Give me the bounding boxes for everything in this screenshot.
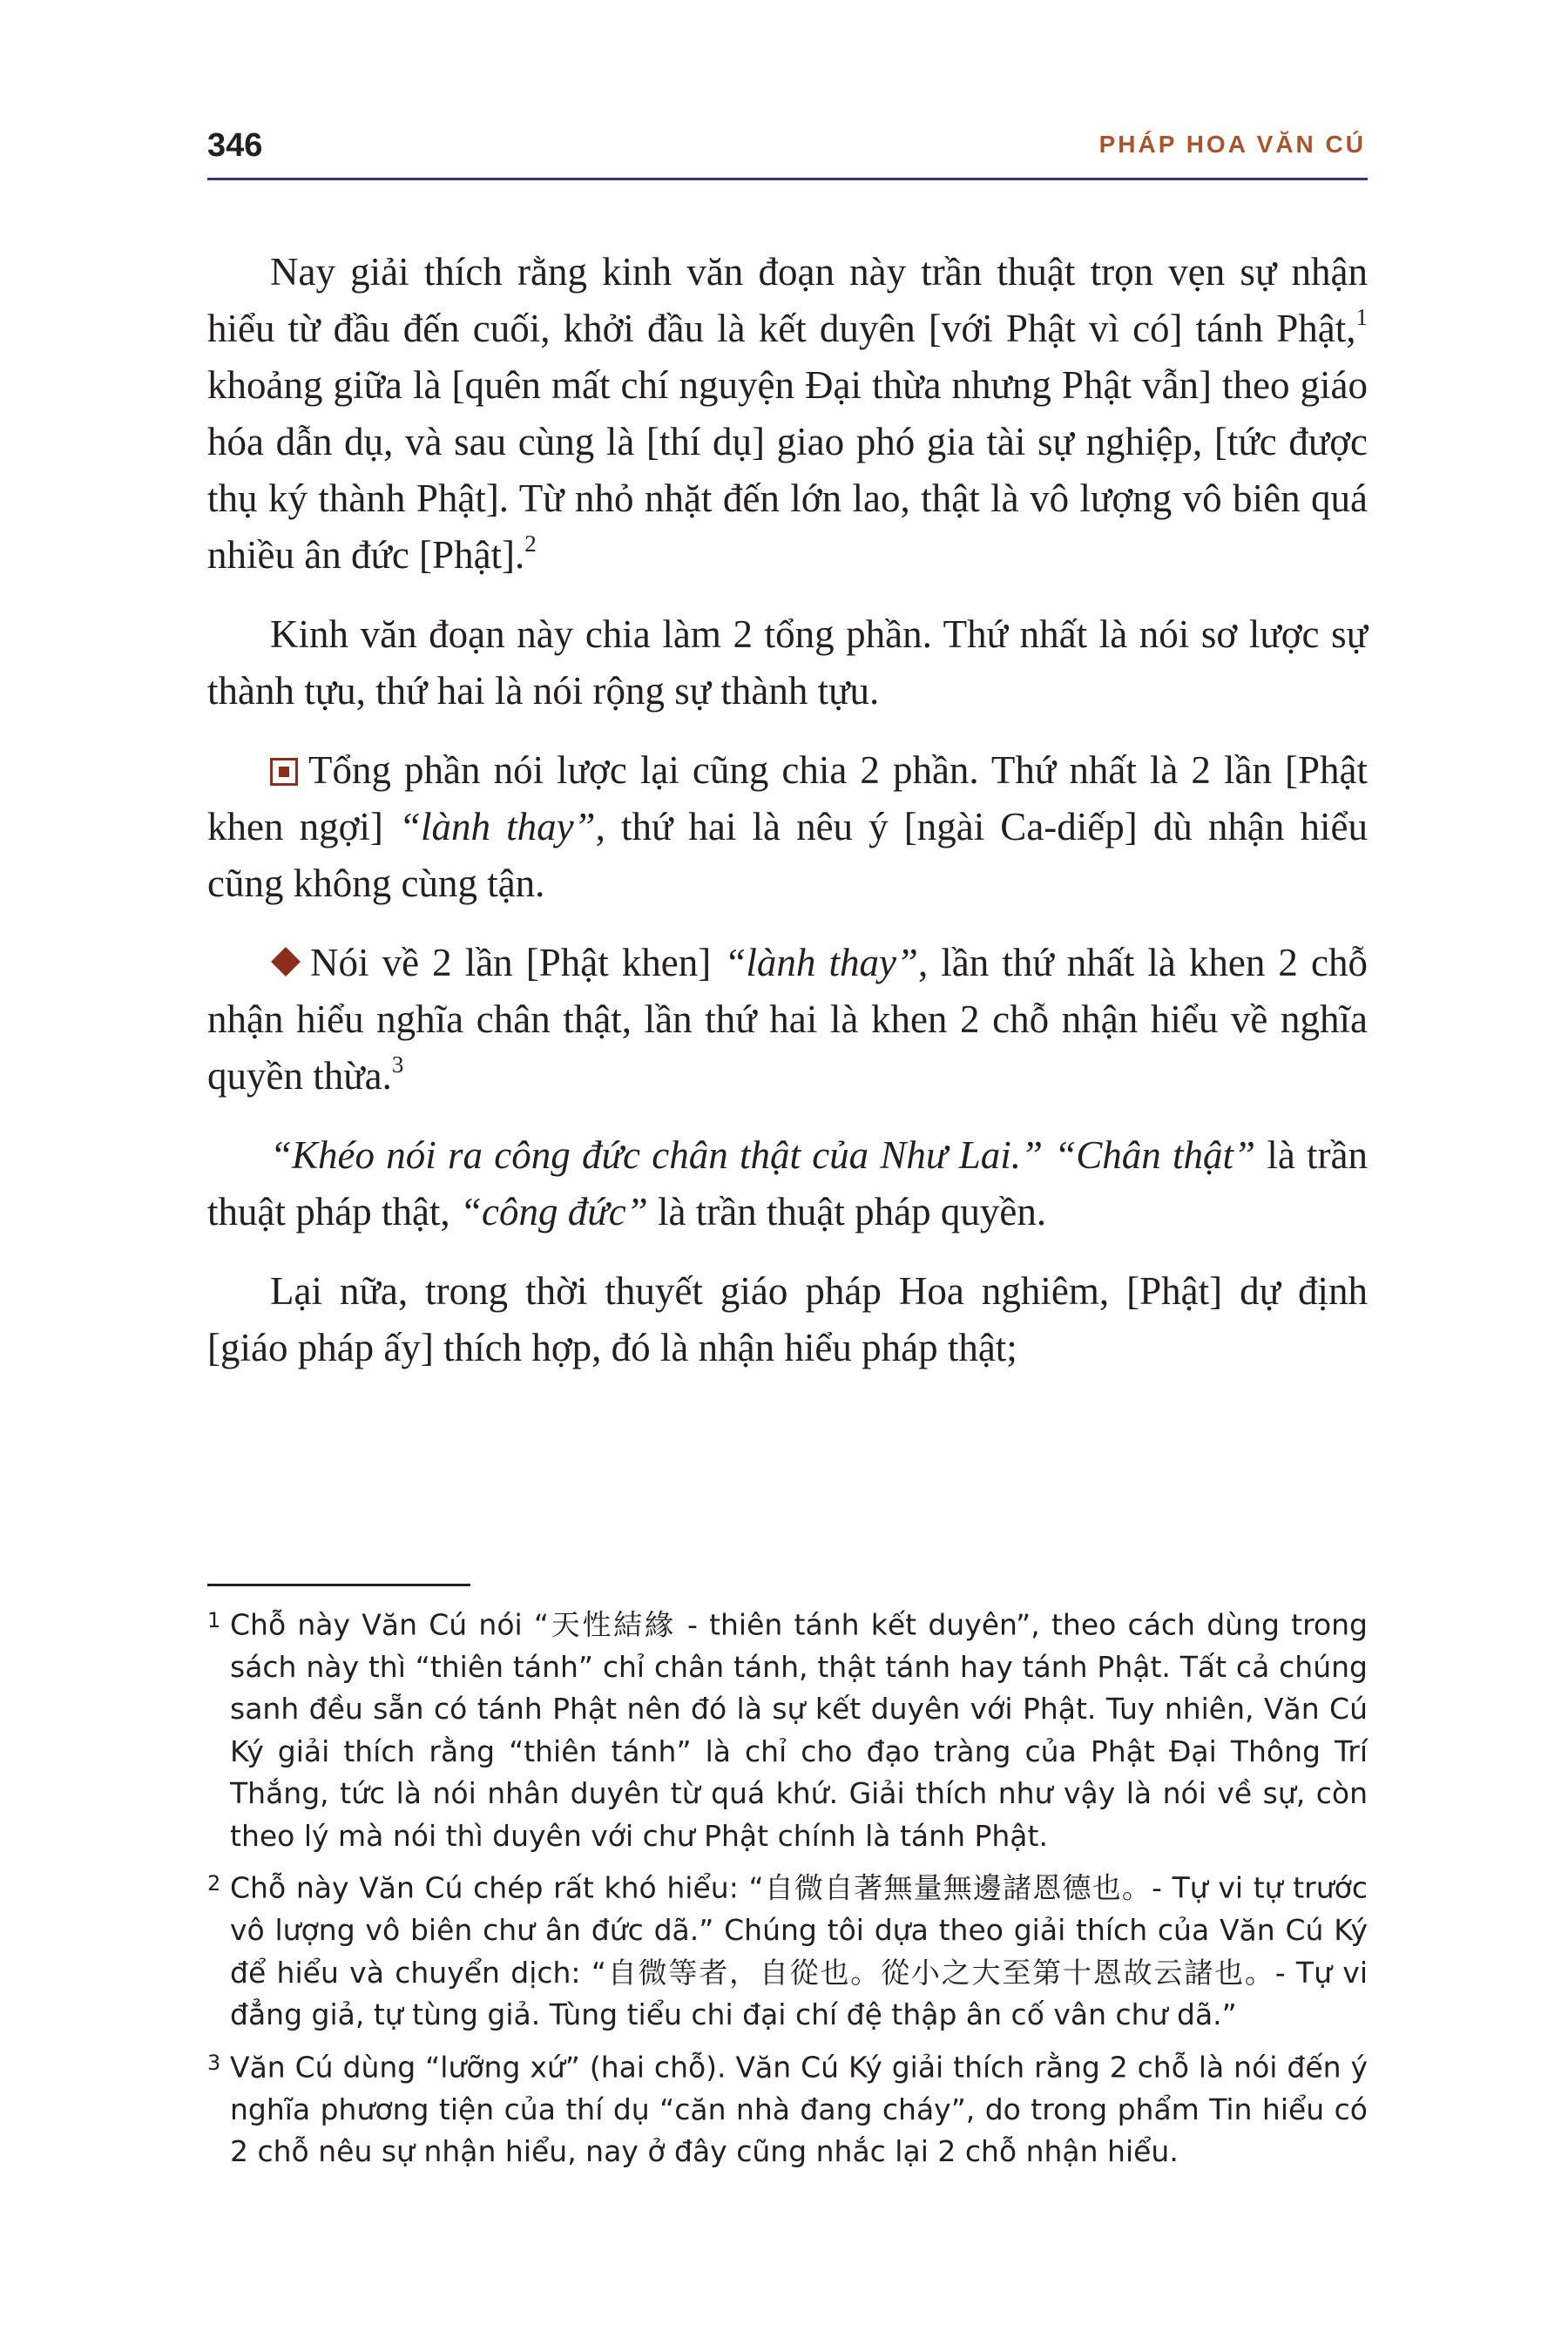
footnote-text: Chỗ này Văn Cú nói “天性結緣 - thiên tánh kết duyên”, theo cách dùng trong sách này thì “thiên tánh” chỉ chân tánh, thật tánh hay tánh Phật. Tất cả chúng sanh đều sẵn có tánh Phật nên đó là sự kết duyên với Phật. Tuy nhiên, Văn Cú Ký giải thích rằng “thiên tánh” là chỉ cho đạo tràng của Phật Đại Thông Trí Thắng, tức là nói nhân duyên từ quá khứ. Giải thích như vậy là nói về sự, còn theo lý mà nói thì duyên với chư Phật chính là tánh Phật. bbox=[230, 1607, 1368, 1853]
paragraph-6: Lại nữa, trong thời thuyết giáo pháp Hoa nghiêm, [Phật] dự định [giáo pháp ấy] thích hợp, đó là nhận hiểu pháp thật; bbox=[207, 1269, 1368, 1369]
paragraph-3-emphasis: “lành thay” bbox=[398, 805, 596, 848]
footnote-ref-2[interactable]: 2 bbox=[524, 531, 537, 558]
footnote-rule bbox=[207, 1584, 470, 1586]
footnotes bbox=[207, 1599, 1368, 2179]
footnote-text: Văn Cú dùng “lưỡng xứ” (hai chỗ). Văn Cú Ký giải thích rằng 2 chỗ là nói đến ý nghĩa phương tiện của thí dụ “căn nhà đang cháy”, do trong phẩm Tin hiểu có 2 chỗ nêu sự nhận hiểu, nay ở đây cũng nhắc lại 2 chỗ nhận hiểu. bbox=[230, 2050, 1368, 2169]
footnote-ref-1[interactable]: 1 bbox=[1355, 304, 1368, 331]
paragraph-5-text-a: là trần thuật pháp thật, bbox=[207, 1133, 1368, 1233]
footnote-3 bbox=[207, 2042, 1368, 2173]
footnote-number: 1 bbox=[207, 1608, 221, 1632]
page-header bbox=[207, 127, 1366, 174]
paragraph-5-emphasis-1: “Khéo nói ra công đức chân thật của Như Lai.” “Chân thật” bbox=[270, 1133, 1256, 1177]
paragraph-5 bbox=[207, 1127, 1368, 1240]
paragraph-4-text-b: , lần thứ nhất là khen 2 chỗ nhận hiểu nghĩa chân thật, lần thứ hai là khen 2 chỗ nhận hiểu về nghĩa quyền thừa. bbox=[207, 941, 1368, 1098]
paragraph-1-text-a: Nay giải thích rằng kinh văn đoạn này trần thuật trọn vẹn sự nhận hiểu từ đầu đến cuối, khởi đầu là kết duyên [với Phật vì có] tánh Phật, bbox=[207, 250, 1368, 350]
footnote-2 bbox=[207, 1862, 1368, 2036]
running-title: PHÁP HOA VĂN CÚ bbox=[1098, 131, 1366, 158]
paragraph-4-text-a: Nói về 2 lần [Phật khen] bbox=[310, 941, 725, 984]
footnote-number: 3 bbox=[207, 2050, 221, 2075]
page-number: 346 bbox=[207, 127, 263, 164]
paragraph-4 bbox=[207, 935, 1368, 1105]
footnote-text: Chỗ này Văn Cú chép rất khó hiểu: “自微自著無量無邊諸恩德也。- Tự vi tự trước vô lượng vô biên chư ân đức dã.” Chúng tôi dựa theo giải thích của Văn Cú Ký để hiểu và chuyển dịch: “自微等者，自從也。從小之大至第十恩故云諸也。- Tự vi đẳng giả, tự tùng giả. Tùng tiểu chi đại chí đệ thập ân cố vân chư dã.” bbox=[230, 1870, 1368, 2032]
footnote-ref-3[interactable]: 3 bbox=[391, 1051, 404, 1078]
paragraph-1 bbox=[207, 244, 1368, 584]
paragraph-5-emphasis-2: “công đức” bbox=[459, 1190, 648, 1233]
paragraph-5-text-b: là trần thuật pháp quyền. bbox=[647, 1190, 1047, 1233]
main-text bbox=[207, 244, 1368, 1399]
paragraph-3-text-b: , thứ hai là nêu ý [ngài Ca-diếp] dù nhận hiểu cũng không cùng tận. bbox=[207, 805, 1368, 905]
footnote-1 bbox=[207, 1599, 1368, 1857]
footnote-number: 2 bbox=[207, 1871, 221, 1896]
paragraph-1-text-b: khoảng giữa là [quên mất chí nguyện Đại thừa nhưng Phật vẫn] theo giáo hóa dẫn dụ, và sau cùng là [thí dụ] giao phó gia tài sự nghiệp, [tức được thụ ký thành Phật]. Từ nhỏ nhặt đến lớn lao, thật là vô lượng vô biên quá nhiều ân đức [Phật]. bbox=[207, 363, 1368, 577]
header-rule bbox=[207, 178, 1368, 180]
paragraph-4-emphasis: “lành thay” bbox=[724, 941, 918, 984]
paragraph-2: Kinh văn đoạn này chia làm 2 tổng phần. Thứ nhất là nói sơ lược sự thành tựu, thứ hai là nói rộng sự thành tựu. bbox=[207, 612, 1368, 713]
diamond-icon bbox=[271, 947, 301, 977]
paragraph-3 bbox=[207, 742, 1368, 912]
boxed-square-icon bbox=[270, 758, 298, 786]
paragraph-3-text-a: Tổng phần nói lược lại cũng chia 2 phần. Thứ nhất là 2 lần [Phật khen ngợi] bbox=[207, 748, 1368, 848]
